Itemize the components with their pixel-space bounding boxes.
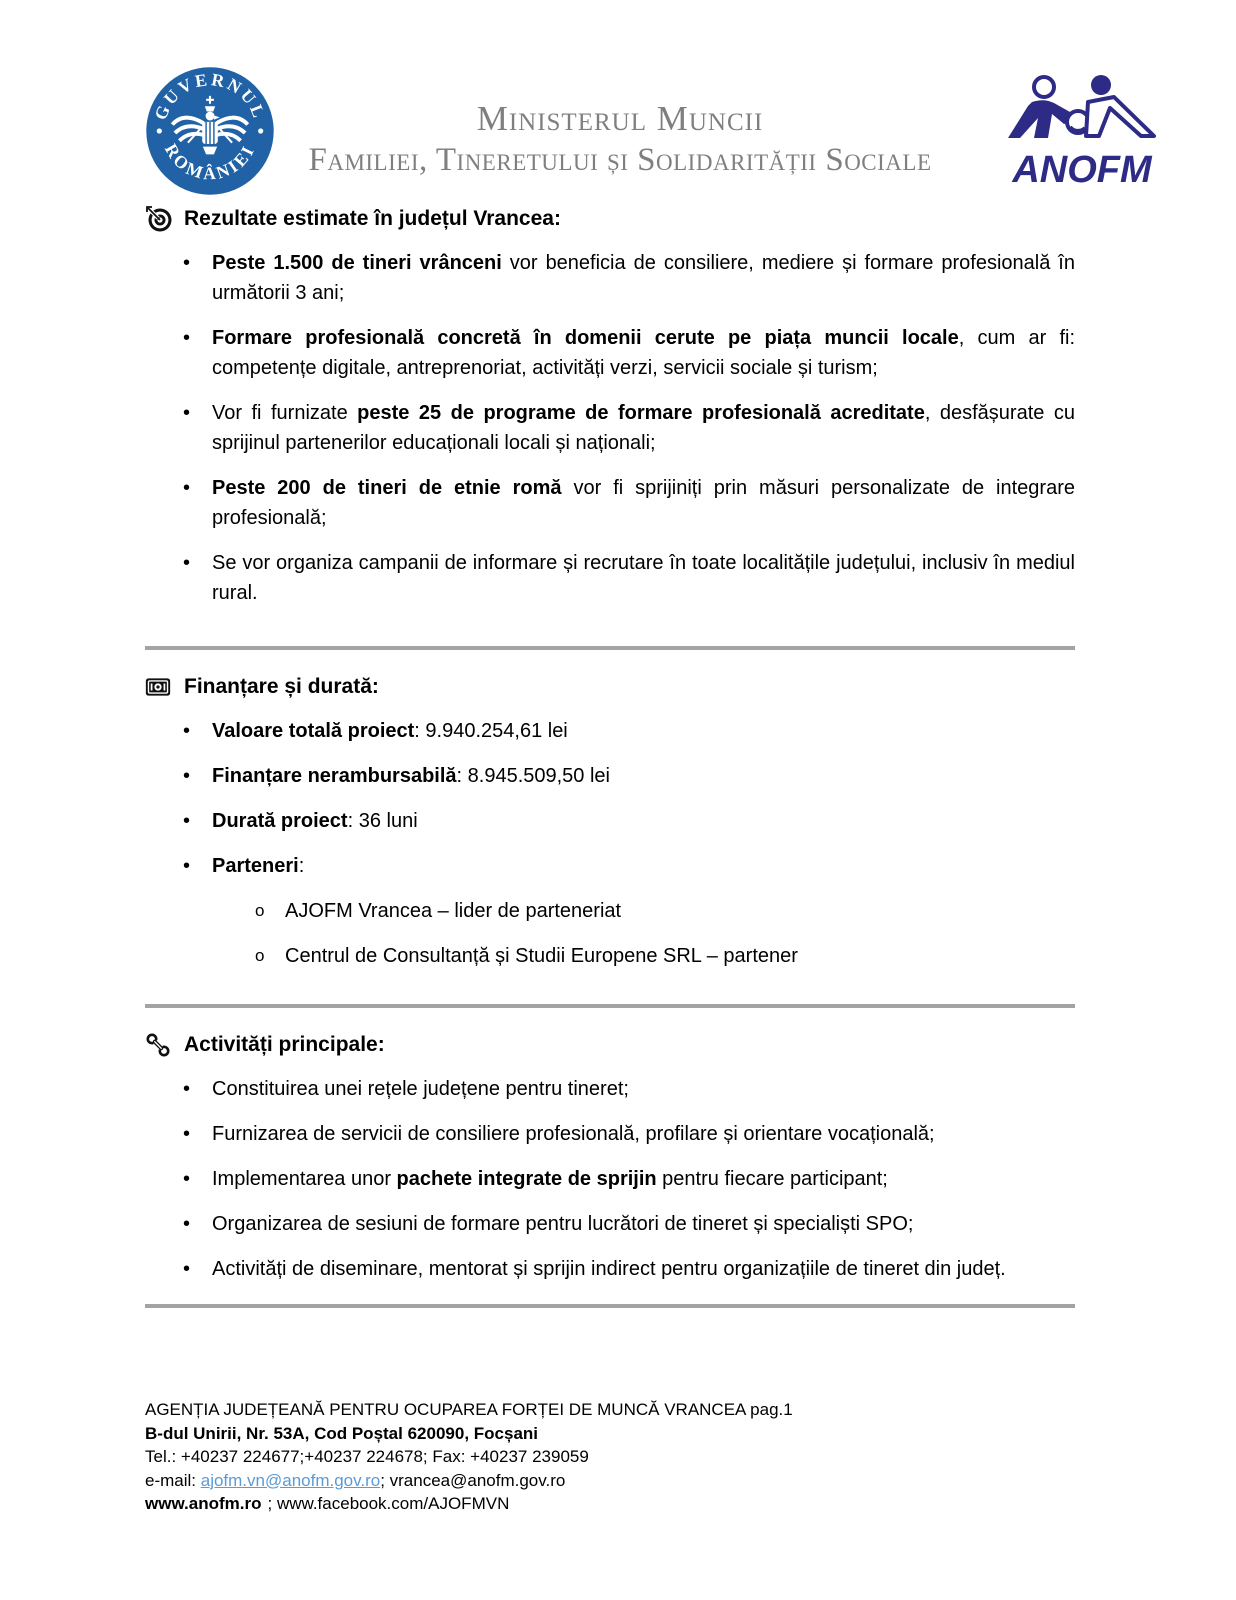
bullet-item <box>145 1254 1075 1284</box>
bullet-item <box>145 473 1075 533</box>
bullet-text: Constituirea unei rețele județene pentru tineret; <box>212 1078 629 1100</box>
section-divider <box>145 1004 1075 1008</box>
bullet-item <box>145 398 1075 458</box>
partners-sub-list <box>145 896 1075 971</box>
section-title: Finanțare și durată: <box>184 675 379 698</box>
bullet-text: Vor fi furnizate <box>212 402 358 424</box>
bullet-item <box>145 1074 1075 1104</box>
bullet-text: vor beneficia de consiliere, mediere și formare profesională în următorii 3 ani; <box>212 252 1075 304</box>
footer-web-line <box>145 1492 965 1516</box>
bullet-item <box>145 851 1075 881</box>
footer-phone-line: Tel.: +40237 224677;+40237 224678; Fax: +40237 239059 <box>145 1447 589 1466</box>
sub-bullet-item: o Centrul de Consultanță și Studii Europene SRL – partener <box>145 941 1075 971</box>
bullet-text-bold: peste 25 de programe de formare profesională acreditate <box>357 402 925 424</box>
bullet-item <box>145 761 1075 791</box>
bullet-text: : 8.945.509,50 lei <box>456 765 610 787</box>
banknote-icon <box>145 675 173 699</box>
bullet-item <box>145 248 1075 308</box>
bullet-text: Furnizarea de servicii de consiliere profesională, profilare și orientare vocațională; <box>212 1123 935 1145</box>
bullet-text-bold: Valoare totală proiect <box>212 720 415 742</box>
bullet-text: Se vor organiza campanii de informare și recrutare în toate localitățile județului, inclusiv în mediul rural. <box>212 552 1075 604</box>
bullet-text-bold: Durată proiect <box>212 810 348 832</box>
document-body <box>0 204 1236 1308</box>
bullet-item <box>145 1119 1075 1149</box>
activities-bullet-list <box>145 1074 1075 1284</box>
bullet-item <box>145 806 1075 836</box>
email-link[interactable]: ajofm.vn@anofm.gov.ro <box>200 1470 381 1490</box>
bullet-text: vor fi sprijiniți prin măsuri personalizate de integrare profesională; <box>212 477 1075 529</box>
ministry-title-line2: Familiei, Tineretului și Solidarității Sociale <box>308 142 932 178</box>
bullet-text-bold: Parteneri <box>212 855 299 877</box>
bullet-text: pentru fiecare participant; <box>656 1168 888 1190</box>
section-title: Rezultate estimate în județul Vrancea: <box>184 207 561 230</box>
target-icon <box>145 205 173 233</box>
anofm-logo <box>998 72 1166 192</box>
bullet-text: : 36 luni <box>347 810 418 832</box>
ministry-title <box>250 98 990 180</box>
bullet-text-bold: Peste 200 de tineri de etnie romă <box>212 477 562 499</box>
wrench-icon <box>145 1032 173 1058</box>
ministry-title-line1: Ministerul Muncii <box>476 99 764 138</box>
footer-address-line: B-dul Unirii, Nr. 53A, Cod Poștal 620090, Focșani <box>145 1423 539 1443</box>
seal-bottom-text: ROMÂNIEI <box>160 140 259 184</box>
footer-email-suffix: ; vrancea@anofm.gov.ro <box>380 1470 566 1490</box>
bullet-text-bold: Formare profesională concretă în domenii cerute pe piața muncii locale <box>212 327 959 349</box>
bullet-item <box>145 1209 1075 1239</box>
bullet-text: , desfășurate cu sprijinul partenerilor educaționali locali și naționali; <box>212 402 1075 454</box>
section-title: Activități principale: <box>184 1033 385 1056</box>
bullet-item <box>145 323 1075 383</box>
bullet-text: : 9.940.254,61 lei <box>414 720 568 742</box>
bullet-item <box>145 716 1075 746</box>
bullet-item <box>145 1164 1075 1194</box>
bullet-text: , cum ar fi: competențe digitale, antreprenoriat, activități verzi, servicii sociale și turism; <box>212 327 1076 379</box>
bullet-text: Implementarea unor <box>212 1168 397 1190</box>
page-footer <box>145 1398 965 1516</box>
section-divider <box>145 1304 1075 1308</box>
bullet-text-bold: pachete integrate de sprijin <box>396 1168 657 1190</box>
footer-facebook: ; www.facebook.com/AJOFMVN <box>267 1494 510 1513</box>
section-financing-heading <box>145 672 1075 702</box>
section-results-heading <box>145 204 1075 234</box>
seal-top-text: GUVERNUL <box>150 69 270 123</box>
financing-bullet-list <box>145 716 1075 881</box>
sub-bullet-item: o AJOFM Vrancea – lider de parteneriat <box>145 896 1075 926</box>
section-activities-heading <box>145 1030 1075 1060</box>
anofm-figures-icon <box>1008 75 1154 138</box>
bullet-text-bold: Peste 1.500 de tineri vrânceni <box>212 252 502 274</box>
footer-agency-line: AGENȚIA JUDEȚEANĂ PENTRU OCUPAREA FORȚEI DE MUNCĂ VRANCEA pag.1 <box>145 1400 793 1419</box>
anofm-logo-text: ANOFM <box>1012 149 1152 191</box>
page-header <box>0 0 1236 204</box>
bullet-text: : <box>298 855 305 877</box>
section-divider <box>145 646 1075 650</box>
footer-email-prefix: e-mail: <box>145 1470 201 1490</box>
bullet-item <box>145 548 1075 608</box>
footer-website: www.anofm.ro <box>145 1494 262 1513</box>
bullet-text: Organizarea de sesiuni de formare pentru lucrători de tineret și specialiști SPO; <box>212 1213 914 1235</box>
footer-email-line <box>145 1469 965 1493</box>
results-bullet-list <box>145 248 1075 608</box>
bullet-text-bold: Finanțare nerambursabilă <box>212 765 457 787</box>
bullet-text: Activități de diseminare, mentorat și sprijin indirect pentru organizațiile de tineret din județ. <box>212 1258 1006 1280</box>
